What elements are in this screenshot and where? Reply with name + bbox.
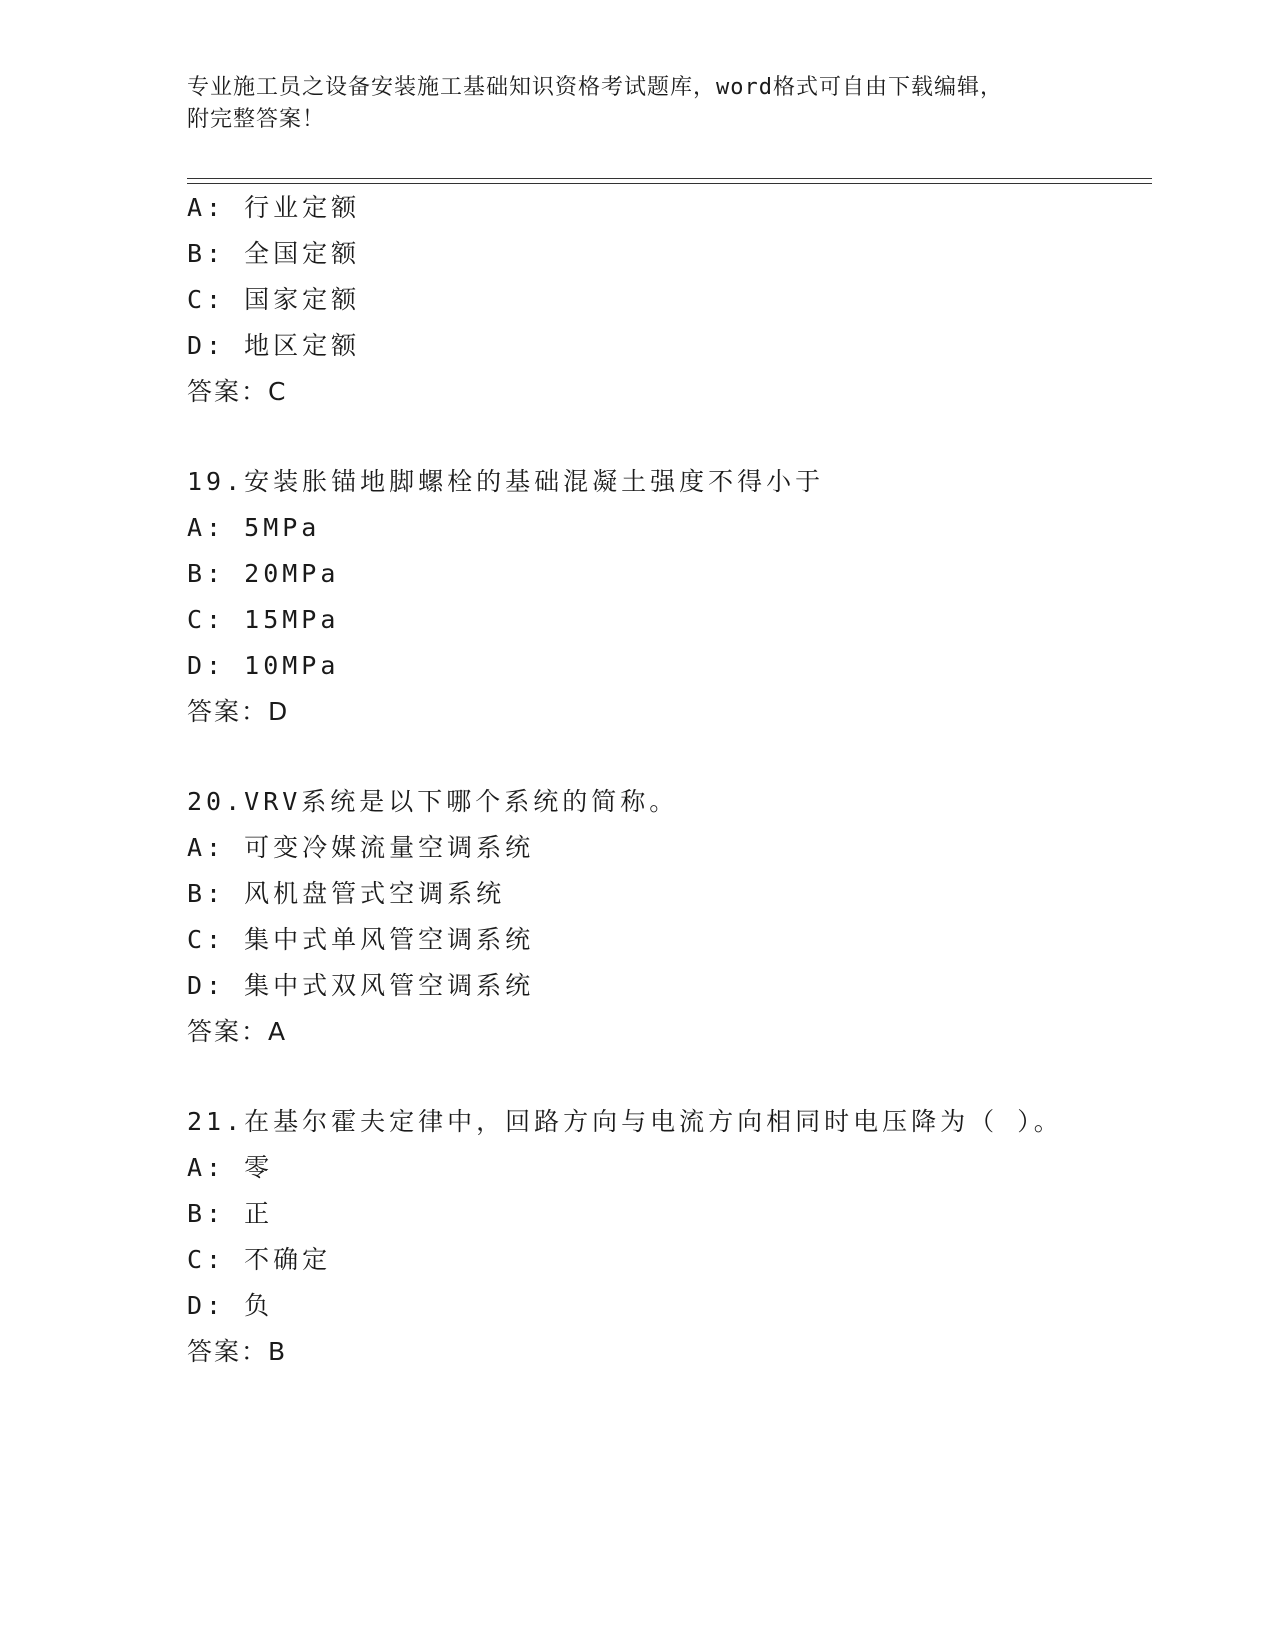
question-list [187, 185, 1147, 1375]
option-b: B: 正 [187, 1199, 274, 1228]
header-double-rule [187, 178, 1152, 184]
option-c: C: 15MPa [187, 605, 340, 634]
question-18 [187, 185, 1147, 415]
option-a: A: 零 [187, 1153, 274, 1182]
question-19 [187, 459, 1147, 735]
option-c: C: 国家定额 [187, 285, 361, 314]
option-a: A: 5MPa [187, 513, 321, 542]
option-d: D: 集中式双风管空调系统 [187, 971, 535, 1000]
document-header [187, 72, 1087, 136]
answer: 答案：A [187, 1017, 288, 1046]
question-title: 21.在基尔霍夫定律中，回路方向与电流方向相同时电压降为（ ）。 [187, 1107, 1063, 1136]
option-c: C: 不确定 [187, 1245, 332, 1274]
option-b: B: 全国定额 [187, 239, 361, 268]
option-a: A: 可变冷媒流量空调系统 [187, 833, 535, 862]
answer: 答案：B [187, 1337, 288, 1366]
option-b: B: 20MPa [187, 559, 340, 588]
option-b: B: 风机盘管式空调系统 [187, 879, 506, 908]
question-20 [187, 779, 1147, 1055]
answer: 答案：D [187, 697, 290, 726]
option-d: D: 10MPa [187, 651, 340, 680]
option-a: A: 行业定额 [187, 193, 361, 222]
header-line-1: 专业施工员之设备安装施工基础知识资格考试题库，word格式可自由下载编辑， [187, 75, 1003, 100]
answer: 答案：C [187, 377, 288, 406]
question-title: 19.安装胀锚地脚螺栓的基础混凝土强度不得小于 [187, 467, 825, 496]
option-d: D: 负 [187, 1291, 274, 1320]
question-title: 20.VRV系统是以下哪个系统的简称。 [187, 787, 679, 816]
header-line-2: 附完整答案！ [187, 107, 326, 132]
option-d: D: 地区定额 [187, 331, 361, 360]
question-21 [187, 1099, 1147, 1375]
option-c: C: 集中式单风管空调系统 [187, 925, 535, 954]
